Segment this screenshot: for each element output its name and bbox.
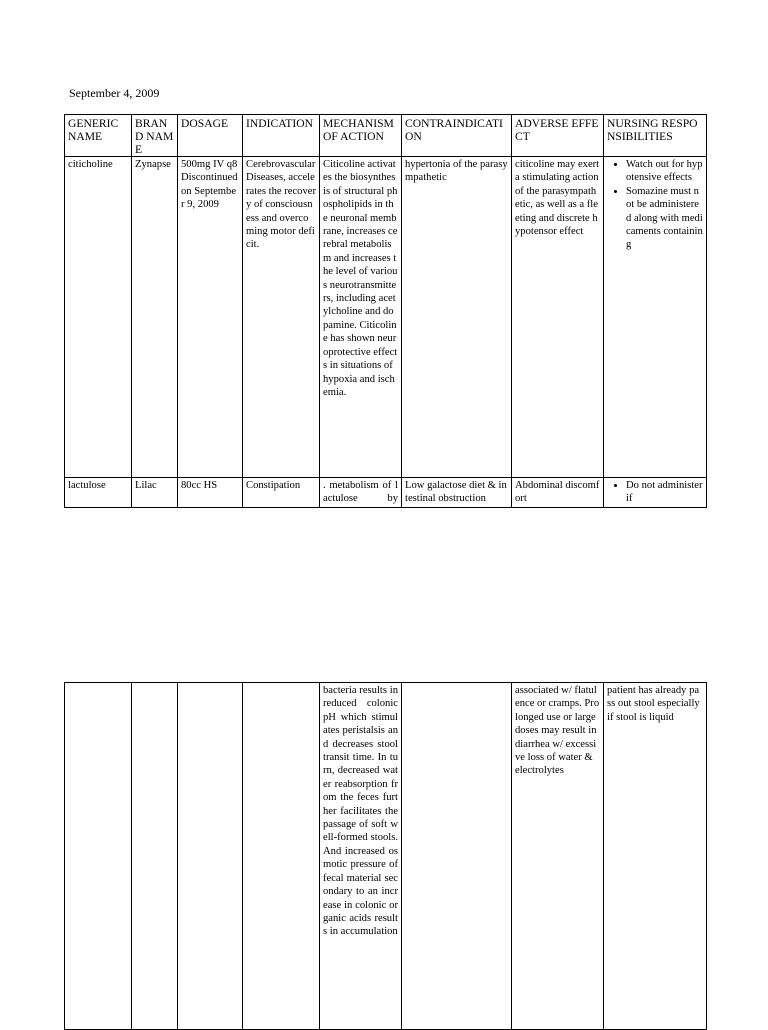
cell-brand: Zynapse: [132, 157, 178, 478]
header-contraindication: CONTRAINDICATION: [402, 115, 512, 157]
document-date: September 4, 2009: [69, 86, 160, 100]
table-row: [65, 157, 707, 478]
nursing-list: [607, 479, 703, 506]
header-mechanism: MECHANISM OF ACTION: [320, 115, 402, 157]
cell-indication: [243, 683, 320, 1030]
header-brand-name: BRAND NAME: [132, 115, 178, 157]
header-indication: INDICATION: [243, 115, 320, 157]
cell-contraindication: [402, 683, 512, 1030]
cell-brand: Lilac: [132, 478, 178, 508]
cell-indication: Constipation: [243, 478, 320, 508]
header-adverse-effect: ADVERSE EFFECT: [512, 115, 604, 157]
cell-brand: [132, 683, 178, 1030]
cell-mechanism: . metabolism of lactulose by: [320, 478, 402, 508]
nursing-list: [607, 158, 703, 252]
cell-nursing: [604, 157, 707, 478]
table-row: [65, 683, 707, 1030]
list-item: • Watch out for hypotensive effects: [626, 158, 703, 185]
table-row: [65, 478, 707, 508]
cell-nursing: [604, 478, 707, 508]
cell-generic: lactulose: [65, 478, 132, 508]
cell-adverse-effect: associated w/ flatulence or cramps. Prolonged use or large doses may result in diarrhea w/ excessive loss of water & electrolytes: [512, 683, 604, 1030]
table-header-row: [65, 115, 707, 157]
cell-adverse-effect: citicoline may exert a stimulating action of the parasympathetic, as well as a fleeting and discrete hypotensor effect: [512, 157, 604, 478]
cell-generic: citicholine: [65, 157, 132, 478]
list-item: • Do not administer if: [626, 479, 703, 506]
cell-mechanism: bacteria results in reduced colonic pH which stimulates peristalsis and decreases stool transit time. In turn, decreased water reabsorption from the feces further facilitates the passage of soft well-formed stools. And increased osmotic pressure of fecal material secondary to an increase in colonic organic acids results in accumulation: [320, 683, 402, 1030]
drug-table: [64, 114, 707, 508]
header-generic-name: GENERIC NAME: [65, 115, 132, 157]
header-nursing-responsibilities: NURSING RESPONSIBILITIES: [604, 115, 707, 157]
cell-nursing: patient has already pass out stool especially if stool is liquid: [604, 683, 707, 1030]
cell-generic: [65, 683, 132, 1030]
cell-adverse-effect: Abdominal discomfort: [512, 478, 604, 508]
cell-dosage: 80cc HS: [178, 478, 243, 508]
cell-dosage: [178, 683, 243, 1030]
cell-contraindication: hypertonia of the parasympathetic: [402, 157, 512, 478]
cell-dosage: 500mg IV q8 Discontinued on September 9, 2009: [178, 157, 243, 478]
cell-mechanism: Citicoline activates the biosynthesis of structural phospholipids in the neuronal membrane, increases cerebral metabolism and increases the level of various neurotransmitters, including acetylcholine and dopamine. Citicoline has shown neuroprotective effects in situations of hypoxia and ischemia.: [320, 157, 402, 478]
drug-table-continued: [64, 682, 707, 1030]
list-item: • Somazine must not be administered along with medicaments containing: [626, 185, 703, 252]
cell-contraindication: Low galactose diet & intestinal obstruction: [402, 478, 512, 508]
header-dosage: DOSAGE: [178, 115, 243, 157]
cell-indication: Cerebrovascular Diseases, accelerates the recovery of consciousness and overcoming motor deficit.: [243, 157, 320, 478]
